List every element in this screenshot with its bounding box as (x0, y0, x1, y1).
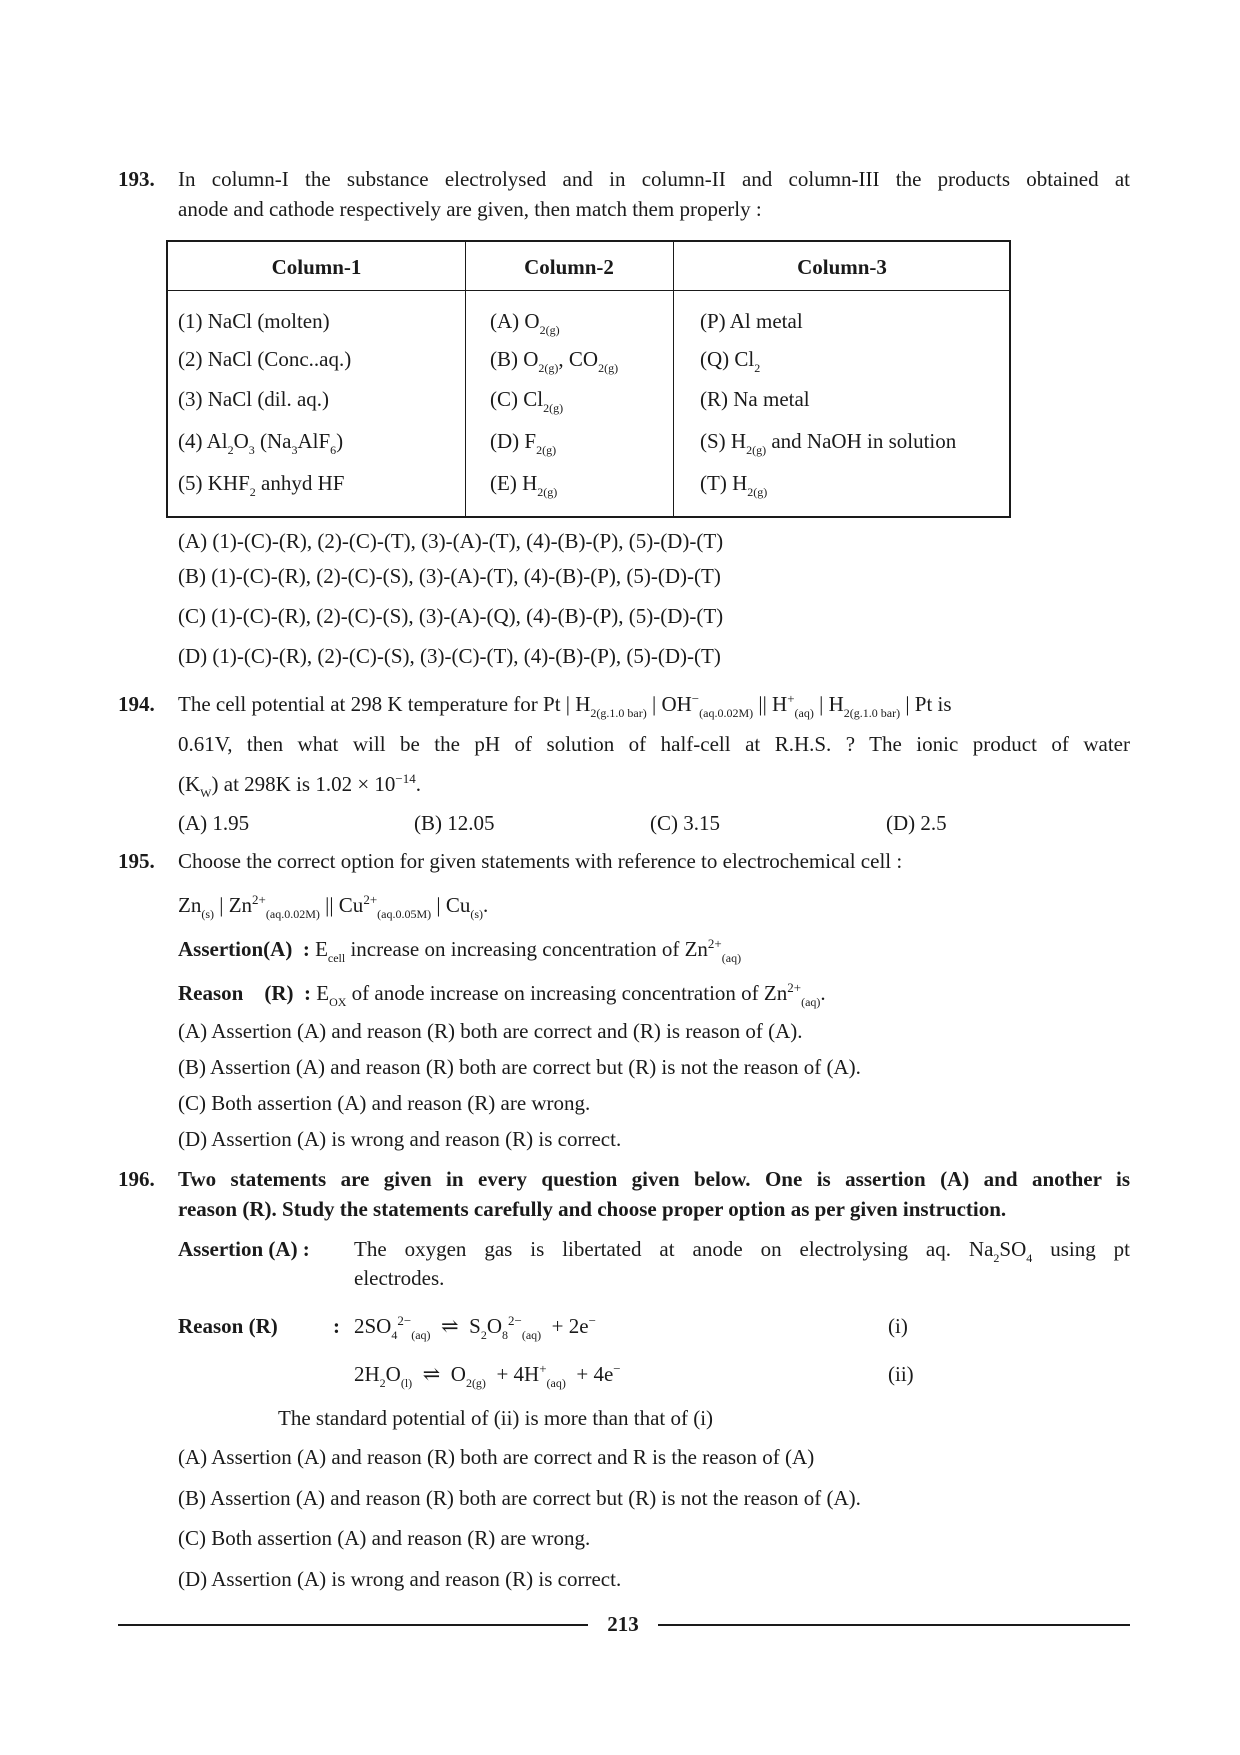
col1-item: (3) NaCl (dil. aq.) (178, 387, 330, 411)
q193-stem-line2: anode and cathode respectively are given, then match them properly : (178, 197, 762, 221)
col3-item: (S) $H_{2(g)}$ and NaOH in solution (700, 429, 957, 457)
q196-option-c[interactable]: (C) Both assertion (A) and reason (R) are wrong. (178, 1526, 591, 1550)
q196-option-d[interactable]: (D) Assertion (A) is wrong and reason (R) is correct. (178, 1567, 622, 1591)
q195-option-c[interactable]: (C) Both assertion (A) and reason (R) are wrong. (178, 1091, 591, 1115)
q196-equation-1: $2SO_4^{2-}_{(aq)}$ ⇌ $S_2O_8^{2-}_{(aq)} + 2e^-$ (354, 1313, 596, 1342)
q194-option-c[interactable]: (C) 3.15 (650, 811, 720, 835)
table-header-col2: Column-2 (524, 255, 614, 279)
footer-rule-left (118, 1624, 588, 1626)
q194-stem-line3: $(K_W)$ at 298K is $1.02 \times 10^{-14}$. (178, 771, 422, 800)
q195-stem: Choose the correct option for given statements with reference to electrochemical cell : (178, 849, 903, 873)
col1-item: (4) $Al_2O_3$ $(Na_3AlF_6)$ (178, 429, 344, 457)
table-divider (673, 242, 674, 516)
q196-equation-1-label: (i) (888, 1314, 908, 1338)
table-header-col1: Column-1 (271, 255, 362, 279)
col1-item: (5) $KHF_2$ anhyd HF (178, 471, 345, 499)
q196-option-a[interactable]: (A) Assertion (A) and reason (R) both are correct and R is the reason of (A) (178, 1445, 815, 1469)
col2-item: (C) $Cl_{2(g)}$ (490, 387, 564, 415)
q196-assertion-text: The oxygen gas is libertated at anode on electrolysing aq. $Na_2SO_4$ using pt (354, 1237, 1130, 1265)
q194-option-b[interactable]: (B) 12.05 (414, 811, 495, 835)
q196-option-b[interactable]: (B) Assertion (A) and reason (R) both are correct but (R) is not the reason of (A). (178, 1486, 861, 1510)
q195-option-a[interactable]: (A) Assertion (A) and reason (R) both are correct and (R) is reason of (A). (178, 1019, 803, 1043)
q195-cell: $Zn_{(s)}$ | $Zn^{2+}_{(aq.0.02M)}$ || $Cu^{2+}_{(aq.0.05M)}$ | $Cu_{(s)}$. (178, 892, 489, 921)
col1-item: (2) NaCl (Conc..aq.) (178, 347, 352, 371)
q195-assertion: Assertion(A) : $E_{cell}$ increase on increasing concentration of $Zn^{2+}_{(aq)}$ (178, 936, 742, 965)
q196-assertion-label: Assertion (A) : (178, 1237, 310, 1261)
question-number-195: 195. (118, 849, 155, 873)
col2-item: (A) $O_{2(g)}$ (490, 309, 560, 337)
q196-note: The standard potential of (ii) is more than that of (i) (278, 1406, 714, 1430)
page-number: 213 (607, 1612, 639, 1636)
col2-item: (B) $O_{2(g)}$, $CO_{2(g)}$ (490, 347, 619, 375)
q193-option-d[interactable]: (D) (1)-(C)-(R), (2)-(C)-(S), (3)-(C)-(T), (4)-(B)-(P), (5)-(D)-(T) (178, 644, 721, 668)
col2-item: (D) $F_{2(g)}$ (490, 429, 557, 457)
q194-option-a[interactable]: (A) 1.95 (178, 811, 250, 835)
table-divider (465, 242, 466, 516)
q196-reason-label: Reason (R) (178, 1314, 278, 1338)
col1-item: (1) NaCl (molten) (178, 309, 330, 333)
q196-stem-line1: Two statements are given in every question given below. One is assertion (A) and another is (178, 1167, 1130, 1191)
q194-option-d[interactable]: (D) 2.5 (886, 811, 947, 835)
q196-stem-line2: reason (R). Study the statements carefully and choose proper option as per given instruction. (178, 1197, 1007, 1221)
q196-assertion-text-2: electrodes. (354, 1266, 445, 1290)
q195-option-d[interactable]: (D) Assertion (A) is wrong and reason (R) is correct. (178, 1127, 622, 1151)
q196-equation-2: $2H_2O_{(l)}$ ⇌ $O_{2(g)} + 4H^+_{(aq)} + 4e^-$ (354, 1361, 621, 1390)
col3-item: (R) Na metal (700, 387, 810, 411)
q193-option-c[interactable]: (C) (1)-(C)-(R), (2)-(C)-(S), (3)-(A)-(Q), (4)-(B)-(P), (5)-(D)-(T) (178, 604, 724, 628)
q194-stem-line1: The cell potential at 298 K temperature for Pt | $H_{2(g.1.0 bar)}$ | $OH^-_{(aq.0.02M)}$ || $H^+_{(aq)}$ | $H_{2(g.1.0 bar)}$ | Pt is (178, 691, 952, 720)
q193-stem-line1: In column-I the substance electrolysed and in column-II and column-III the products obtained at (178, 167, 1130, 191)
q195-reason: Reason (R) : $E_{OX}$ of anode increase on increasing concentration of $Zn^{2+}_{(aq)}$. (178, 980, 826, 1009)
table-header-col3: Column-3 (797, 255, 887, 279)
col3-item: (Q) $Cl_2$ (700, 347, 761, 375)
col3-item: (T) $H_{2(g)}$ (700, 471, 768, 499)
question-number-194: 194. (118, 692, 155, 716)
question-number-196: 196. (118, 1167, 155, 1191)
q196-equation-2-label: (ii) (888, 1362, 914, 1386)
q193-option-a[interactable]: (A) (1)-(C)-(R), (2)-(C)-(T), (3)-(A)-(T), (4)-(B)-(P), (5)-(D)-(T) (178, 529, 724, 553)
col2-item: (E) $H_{2(g)}$ (490, 471, 558, 499)
q194-stem-line2: 0.61V, then what will be the pH of solution of half-cell at R.H.S. ? The ionic product of water (178, 732, 1130, 756)
col3-item: (P) Al metal (700, 309, 803, 333)
q196-reason-colon: : (333, 1314, 340, 1338)
question-number-193: 193. (118, 167, 155, 191)
q193-option-b[interactable]: (B) (1)-(C)-(R), (2)-(C)-(S), (3)-(A)-(T), (4)-(B)-(P), (5)-(D)-(T) (178, 564, 721, 588)
footer-rule-right (658, 1624, 1130, 1626)
table-header-divider (168, 290, 1009, 291)
q195-option-b[interactable]: (B) Assertion (A) and reason (R) both are correct but (R) is not the reason of (A). (178, 1055, 861, 1079)
match-table (166, 240, 1011, 518)
